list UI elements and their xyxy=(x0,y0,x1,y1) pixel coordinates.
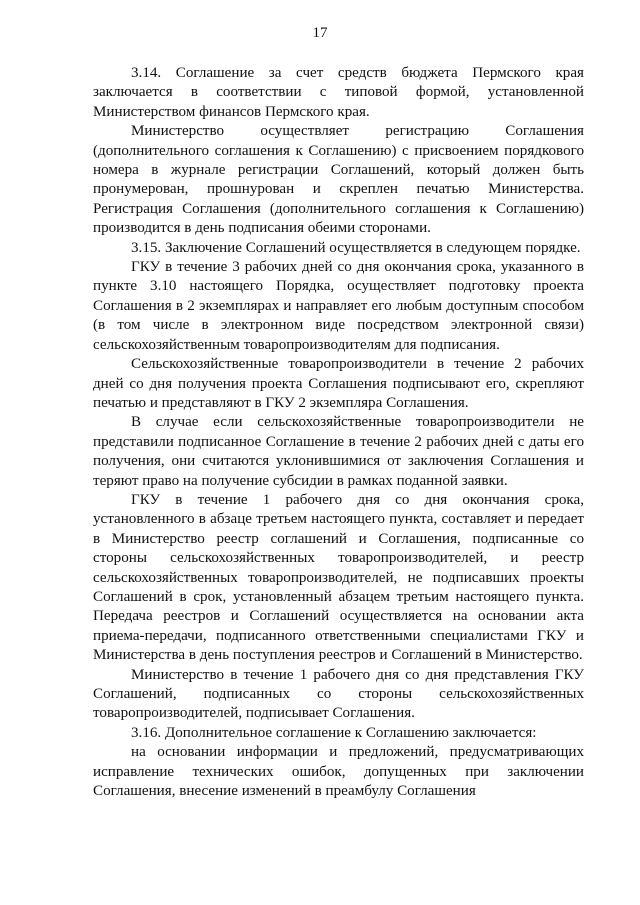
paragraph-ministry-signing: Министерство в течение 1 рабочего дня со дня представления ГКУ Соглашений, подписанных со стороны сельскохозяйственных товаропроизводителей, подписывает Соглашения. xyxy=(93,666,584,722)
paragraph-registration: Министерство осуществляет регистрацию Соглашения (дополнительного соглашения к Соглашению) с присвоением порядкового номера в журнале регистрации Соглашений, который должен быть пронумерован, прошнурован и скреплен печатью Министерства. Регистрация Соглашения (дополнительного соглашения к Соглашению) производится в день подписания обеими сторонами. xyxy=(93,123,584,237)
paragraph-additional-agreement-basis: на основании информации и предложений, предусматривающих исправление технических ошибок, допущенных при заключении Соглашения, внесение изменений в преамбулу Соглашения xyxy=(93,744,584,800)
paragraph-3-14: 3.14. Соглашение за счет средств бюджета Пермского края заключается в соответствии с типовой формой, установленной Министерством финансов Пермского края. xyxy=(93,65,584,120)
paragraph-gku-transfer: ГКУ в течение 1 рабочего дня со дня окончания срока, установленного в абзаце третьем настоящего пункта, составляет и передает в Министерство реестр соглашений и Соглашения, подписанные со стороны сельскохозяйственных товаропроизводителей, и реестр сельскохозяйственных товаропроизводителей, не подписавших проекты Соглашений в срок, установленный абзацем третьим настоящего пункта. Передача реестров и Соглашений осуществляется на основании акта приема-передачи, подписанного ответственными специалистами ГКУ и Министерства в день поступления реестров и Соглашений в Министерство. xyxy=(93,491,584,664)
paragraph-3-15: 3.15. Заключение Соглашений осуществляется в следующем порядке. xyxy=(131,239,581,256)
paragraph-3-16: 3.16. Дополнительное соглашение к Соглашению заключается: xyxy=(131,724,537,741)
paragraph-producers-signing: Сельскохозяйственные товаропроизводители в течение 2 рабочих дней со дня получения проекта Соглашения подписывают его, скрепляют печатью и представляют в ГКУ 2 экземпляра Соглашения. xyxy=(93,356,584,411)
paragraph-evasion: В случае если сельскохозяйственные товаропроизводители не представили подписанное Соглашение в течение 2 рабочих дней с даты его получения, они считаются уклонившимися от заключения Соглашения и теряют право на получение субсидии в рамках поданной заявки. xyxy=(93,414,584,489)
document-body xyxy=(93,64,584,801)
paragraph-gku-preparation: ГКУ в течение 3 рабочих дней со дня окончания срока, указанного в пункте 3.10 настоящего Порядка, осуществляет подготовку проекта Соглашения в 2 экземплярах и направляет его любым доступным способом (в том числе в электронном виде посредством электронной связи) сельскохозяйственным товаропроизводителям для подписания. xyxy=(93,259,584,353)
page-number: 17 xyxy=(312,25,328,41)
